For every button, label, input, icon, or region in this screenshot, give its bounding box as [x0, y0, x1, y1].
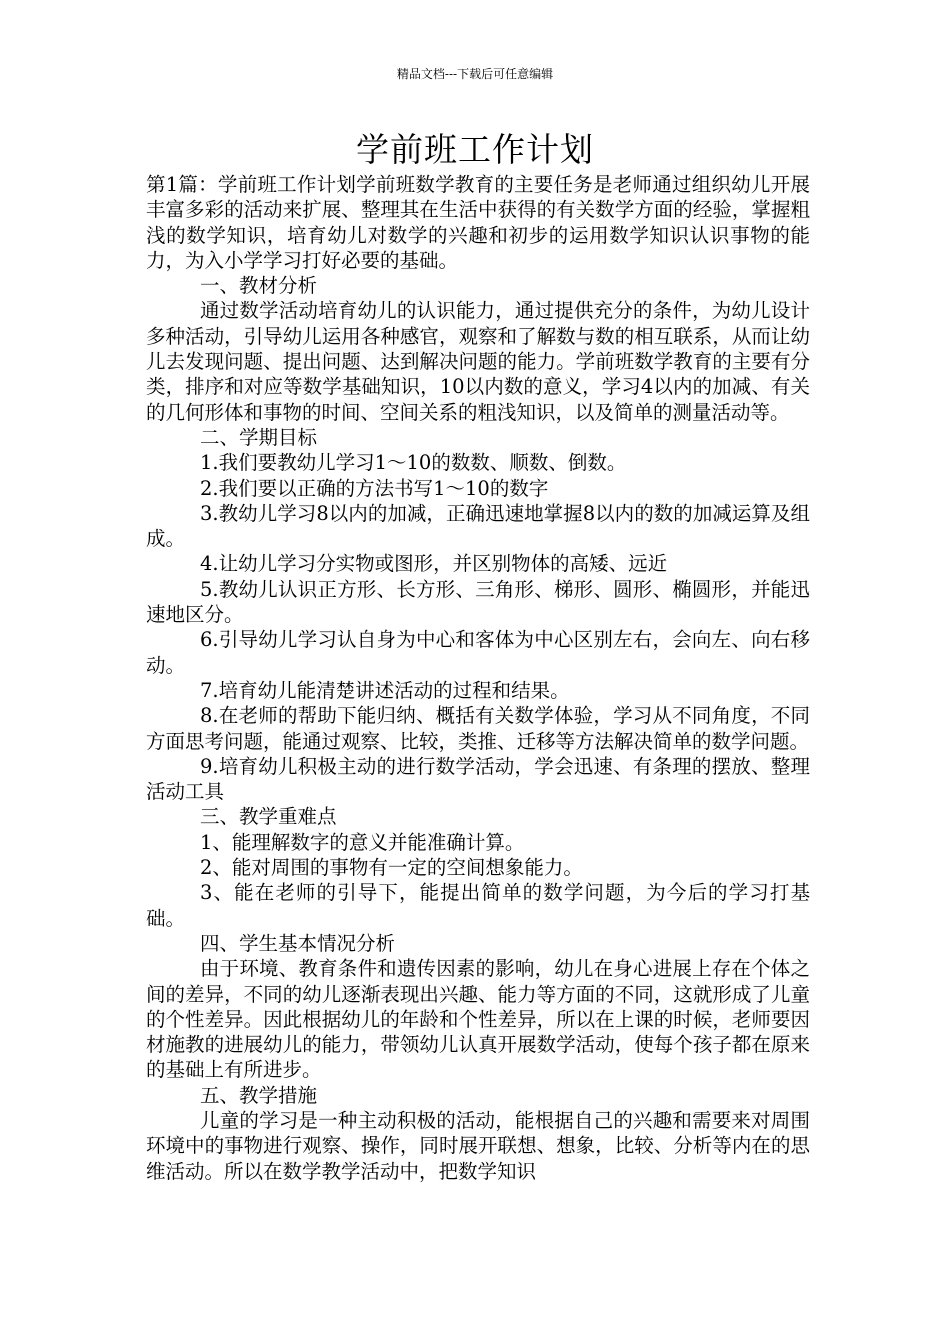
- list-item: 1、能理解数字的意义并能准确计算。: [200, 830, 525, 854]
- section-heading: 五、教学措施: [200, 1083, 318, 1107]
- section-heading: 四、学生基本情况分析: [200, 931, 396, 955]
- section-heading: 一、教材分析: [200, 274, 318, 298]
- list-item: 6.引导幼儿学习认自身为中心和客体为中心区别左右，会向左、向右移动。: [146, 628, 810, 677]
- document-body: [146, 172, 810, 1184]
- list-item: 5.教幼儿认识正方形、长方形、三角形、梯形、圆形、椭圆形，并能迅速地区分。: [146, 577, 810, 627]
- paragraph: 第1篇：学前班工作计划学前班数学教育的主要任务是老师通过组织幼儿开展丰富多彩的活动来扩展、整理其在生活中获得的有关数学方面的经验，掌握粗浅的数学知识，培育幼儿对数学的兴趣和初步的运用数学知识认识事物的能力，为入小学学习打好必要的基础。: [146, 173, 810, 272]
- list-item: 1.我们要教幼儿学习1～10的数数、顺数、倒数。: [200, 451, 627, 475]
- list-item: 2.我们要以正确的方法书写1～10的数字: [200, 476, 549, 500]
- section-heading: 三、教学重难点: [200, 805, 337, 829]
- section-heading: 二、学期目标: [200, 425, 318, 449]
- list-item: 3.教幼儿学习8以内的加减，正确迅速地掌握8以内的数的加减运算及组成。: [146, 501, 810, 551]
- list-item: 2、能对周围的事物有一定的空间想象能力。: [200, 856, 583, 880]
- list-item: 8.在老师的帮助下能归纳、概括有关数学体验，学习从不同角度，不同方面思考问题，能通过观察、比较，类推、迁移等方法解决简单的数学问题。: [146, 704, 810, 753]
- paragraph: 由于环境、教育条件和遗传因素的影响，幼儿在身心进展上存在个体之间的差异，不同的幼儿逐渐表现出兴趣、能力等方面的不同，这就形成了儿童的个性差异。因此根据幼儿的年龄和个性差异，所以在上课的时候，老师要因材施教的进展幼儿的能力，带领幼儿认真开展数学活动，使每个孩子都在原来的基础上有所进步。: [146, 957, 810, 1082]
- list-item: 9.培育幼儿积极主动的进行数学活动，学会迅速、有条理的摆放、整理活动工具: [146, 754, 810, 804]
- page-header-note: 精品文档---下载后可任意编辑: [396, 67, 554, 81]
- list-item: 4.让幼儿学习分实物或图形，并区别物体的高矮、远近: [200, 552, 668, 576]
- list-item: 3、能在老师的引导下，能提出简单的数学问题，为今后的学习打基础。: [146, 881, 810, 930]
- document-title: 学前班工作计划: [356, 130, 594, 169]
- list-item: 7.培育幼儿能清楚讲述活动的过程和结果。: [200, 678, 570, 702]
- paragraph: 儿童的学习是一种主动积极的活动，能根据自己的兴趣和需要来对周围环境中的事物进行观察、操作，同时展开联想、想象，比较、分析等内在的思维活动。所以在数学教学活动中，把数学知识: [146, 1108, 810, 1183]
- paragraph: 通过数学活动培育幼儿的认识能力，通过提供充分的条件，为幼儿设计多种活动，引导幼儿运用各种感官，观察和了解数与数的相互联系，从而让幼儿去发现问题、提出问题、达到解决问题的能力。学前班数学教育的主要有分类，排序和对应等数学基础知识，10以内数的意义，学习4以内的加减、有关的几何形体和事物的时间、空间关系的粗浅知识，以及简单的测量活动等。: [146, 299, 810, 424]
